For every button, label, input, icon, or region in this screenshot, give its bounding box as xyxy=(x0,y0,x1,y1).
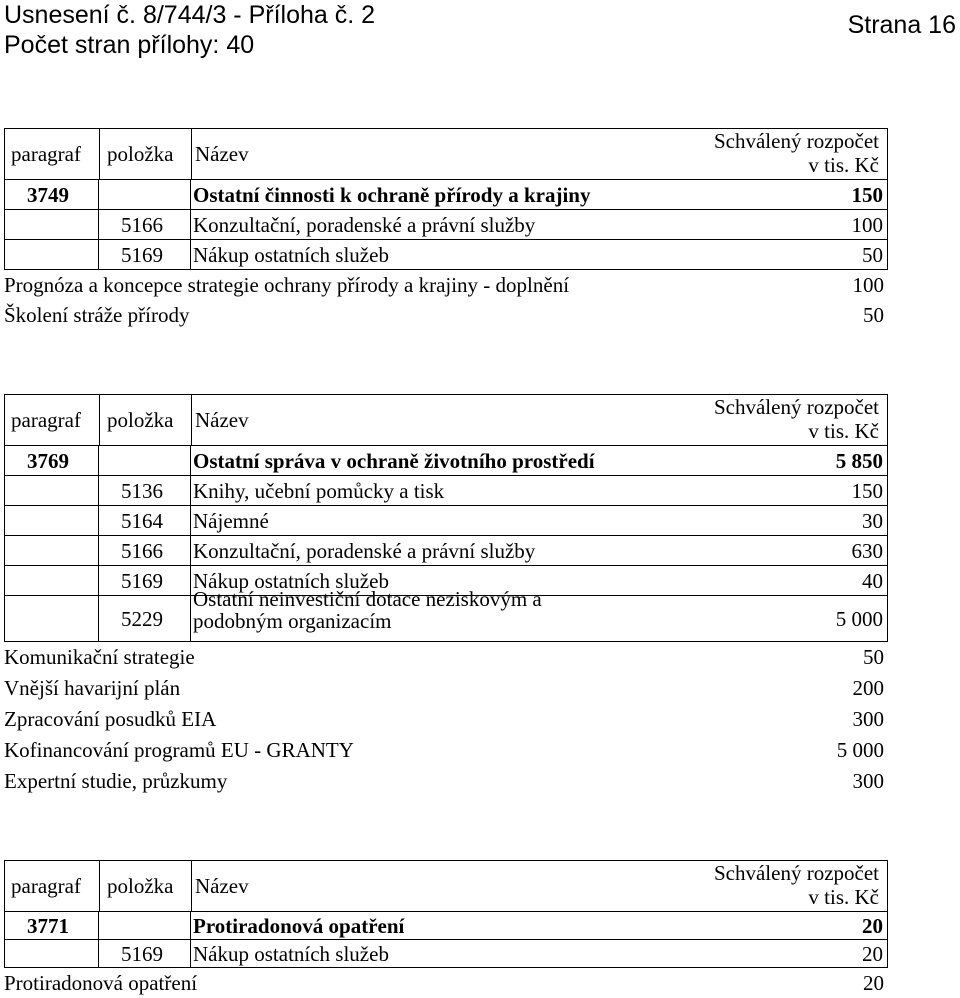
table-row xyxy=(4,506,888,536)
item-value: 150 xyxy=(851,479,883,503)
col-paragraf: paragraf xyxy=(11,874,81,898)
section-total: 5 850 xyxy=(835,449,883,473)
section-total-row xyxy=(4,912,888,940)
note-value: 50 xyxy=(863,645,884,669)
col-paragraf: paragraf xyxy=(11,142,81,166)
item-value: 40 xyxy=(862,569,883,593)
section-title: Protiradonová opatření xyxy=(193,914,405,938)
item-name: Nákup ostatních služeb xyxy=(193,569,389,593)
attachment-page-count: Počet stran přílohy: 40 xyxy=(4,31,255,59)
col-nazev: Název xyxy=(195,142,249,166)
note-text: Expertní studie, průzkumy xyxy=(4,769,228,793)
col-nazev: Název xyxy=(195,874,249,898)
document-header xyxy=(4,0,375,60)
note-row xyxy=(0,642,888,672)
item-code: 5166 xyxy=(121,213,163,237)
note-value: 50 xyxy=(863,303,884,327)
section-total: 150 xyxy=(851,183,883,207)
note-row xyxy=(0,766,888,796)
table-row xyxy=(4,940,888,968)
col-nazev: Název xyxy=(195,408,249,432)
item-code: 5166 xyxy=(121,539,163,563)
note-row xyxy=(0,673,888,703)
item-code: 5169 xyxy=(121,569,163,593)
item-value: 50 xyxy=(862,243,883,267)
note-row xyxy=(0,704,888,734)
note-row xyxy=(0,270,888,300)
col-polozka: položka xyxy=(107,874,174,898)
item-value: 20 xyxy=(862,942,883,966)
table-row xyxy=(4,210,888,240)
note-text: Kofinancování programů EU - GRANTY xyxy=(4,738,354,762)
table-row xyxy=(4,587,888,642)
resolution-title: Usnesení č. 8/744/3 - Příloha č. 2 xyxy=(4,1,376,29)
page-number: Strana 16 xyxy=(847,11,956,39)
note-value: 200 xyxy=(852,676,884,700)
note-text: Komunikační strategie xyxy=(4,645,195,669)
note-value: 100 xyxy=(852,273,884,297)
note-text: Školení stráže přírody xyxy=(4,303,190,327)
item-name: Nájemné xyxy=(193,509,269,533)
item-name: Konzultační, poradenské a právní služby xyxy=(193,213,536,237)
item-code: 5164 xyxy=(121,509,163,533)
item-code: 5169 xyxy=(121,942,163,966)
section-total-row xyxy=(4,180,888,210)
paragraf-code: 3771 xyxy=(27,914,69,938)
note-value: 300 xyxy=(852,769,884,793)
table-header xyxy=(4,394,888,446)
col-polozka: položka xyxy=(107,142,174,166)
note-text: Prognóza a koncepce strategie ochrany přírody a krajiny - doplnění xyxy=(4,273,570,297)
table-row xyxy=(4,240,888,270)
note-text: Vnější havarijní plán xyxy=(4,676,181,700)
item-value: 630 xyxy=(851,539,883,563)
note-text: Protiradonová opatření xyxy=(4,971,198,995)
item-value: 30 xyxy=(862,509,883,533)
note-row xyxy=(0,735,888,765)
item-name: Knihy, učební pomůcky a tisk xyxy=(193,479,445,503)
item-code: 5169 xyxy=(121,243,163,267)
col-paragraf: paragraf xyxy=(11,408,81,432)
section-total: 20 xyxy=(862,914,883,938)
table-header xyxy=(4,860,888,912)
section-title: Ostatní správa v ochraně životního prostředí xyxy=(193,449,595,473)
paragraf-code: 3769 xyxy=(27,449,69,473)
item-name: Nákup ostatních služeb xyxy=(193,942,389,966)
col-budget: Schválený rozpočet v tis. Kč xyxy=(713,395,879,443)
item-value: 5 000 xyxy=(835,607,883,631)
section-title: Ostatní činnosti k ochraně přírody a krajiny xyxy=(193,183,591,207)
note-value: 300 xyxy=(852,707,884,731)
note-value: 5 000 xyxy=(836,738,884,762)
item-code: 5136 xyxy=(121,479,163,503)
item-value: 100 xyxy=(851,213,883,237)
note-value: 20 xyxy=(863,971,884,995)
table-row xyxy=(4,536,888,566)
col-budget: Schválený rozpočet v tis. Kč xyxy=(713,129,879,177)
table-row xyxy=(4,476,888,506)
item-name: Ostatní neinvestiční dotace neziskovým a podobným organizacím xyxy=(193,587,542,633)
note-row xyxy=(0,968,888,998)
table-header xyxy=(4,128,888,180)
note-text: Zpracování posudků EIA xyxy=(4,707,217,731)
col-budget: Schválený rozpočet v tis. Kč xyxy=(713,861,879,909)
item-name: Konzultační, poradenské a právní služby xyxy=(193,539,536,563)
note-row xyxy=(0,300,888,330)
item-name: Nákup ostatních služeb xyxy=(193,243,389,267)
paragraf-code: 3749 xyxy=(27,183,69,207)
section-total-row xyxy=(4,446,888,476)
col-polozka: položka xyxy=(107,408,174,432)
item-code: 5229 xyxy=(121,607,163,631)
